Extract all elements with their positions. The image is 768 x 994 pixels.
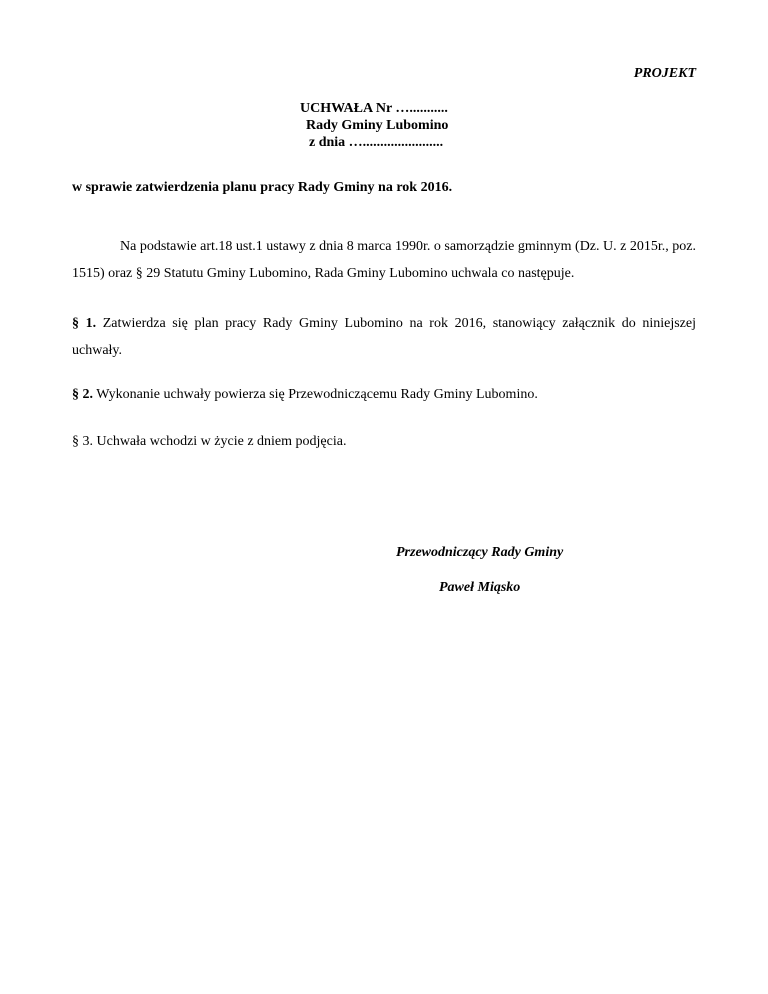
signature-name: Paweł Miąsko [439,580,521,595]
council-name: Rady Gminy Lubomino [306,118,449,133]
signature-title: Przewodniczący Rady Gminy [396,545,564,560]
section-1-mark: § 1. [72,316,97,331]
resolution-date: z dnia …....................... [309,135,444,150]
draft-label: PROJEKT [633,66,696,81]
section-1-text: Zatwierdza się plan pracy Rady Gminy Lubomino na rok 2016, stanowiący załącznik do niniejszej uchwały. [72,316,696,358]
section-2-text: Wykonanie uchwały powierza się Przewodniczącemu Rady Gminy Lubomino. [93,387,538,402]
resolution-subject: w sprawie zatwierdzenia planu pracy Rady Gminy na rok 2016. [72,180,453,195]
section-2-mark: § 2. [72,387,93,402]
legal-basis-paragraph: Na podstawie art.18 ust.1 ustawy z dnia 8 marca 1990r. o samorządzie gminnym (Dz. U. z 2015r., poz. 1515) oraz § 29 Statutu Gminy Lubomino, Rada Gminy Lubomino uchwala co następuje. [72,239,696,281]
section-3 [72,428,696,455]
resolution-header [300,100,448,151]
section-2 [72,381,696,408]
section-1 [72,310,696,364]
resolution-number: UCHWAŁA Nr …........... [300,101,448,116]
section-3-text: § 3. Uchwała wchodzi w życie z dniem podjęcia. [72,434,347,449]
